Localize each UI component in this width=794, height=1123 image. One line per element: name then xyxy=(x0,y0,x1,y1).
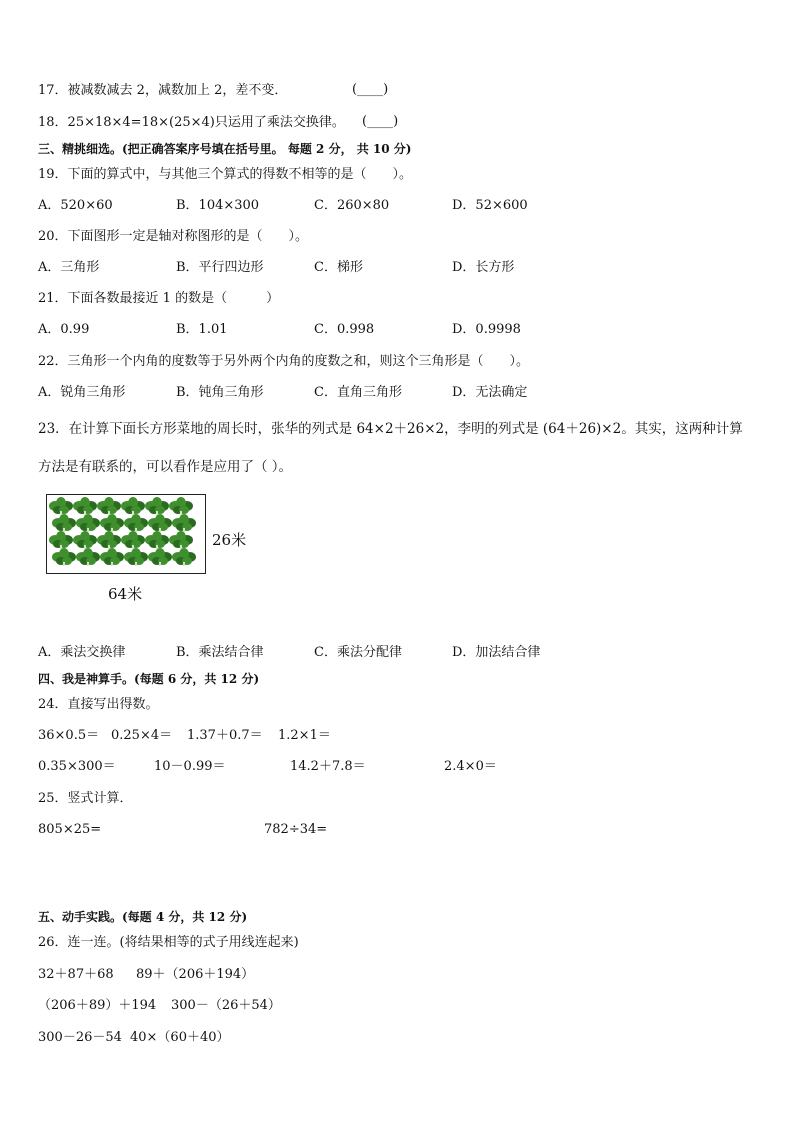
q25-item-1[interactable]: 805×25= xyxy=(38,822,102,837)
q26-left-2[interactable]: （206＋89）＋194 xyxy=(38,998,157,1013)
section-4-heading: 四、我是神算手。(每题 6 分，共 12 分) xyxy=(38,672,260,686)
q22-options xyxy=(38,384,738,402)
section-5-heading: 五、动手实践。(每题 4 分，共 12 分) xyxy=(38,910,248,924)
garden-length-label: 64米 xyxy=(108,585,143,603)
q24-item-4[interactable]: 1.2×1＝ xyxy=(278,728,331,743)
vegetable-plant-icon xyxy=(124,514,148,532)
q26-right-2[interactable]: 300－（26＋54） xyxy=(171,998,281,1013)
q20-text: 20．下面图形一定是轴对称图形的是（ ）。 xyxy=(38,229,309,244)
q26-left-1[interactable]: 32＋87＋68 xyxy=(38,967,114,982)
q18-text: 18．25×18×4=18×(25×4)只运用了乘法交换律。 xyxy=(38,115,345,130)
garden-width-label: 26米 xyxy=(212,531,247,549)
vegetable-plant-icon xyxy=(97,497,121,515)
vegetable-plant-icon xyxy=(148,548,172,566)
vegetable-plant-icon xyxy=(49,497,73,515)
q23-text-line1: 23．在计算下面长方形菜地的周长时，张华的列式是 64×2＋26×2，李明的列式是 (64＋26)×2。其实，这两种计算 xyxy=(38,421,743,437)
q26-right-1[interactable]: 89＋（206＋194） xyxy=(136,967,255,982)
q19-option-a[interactable]: A．520×60 xyxy=(38,198,113,213)
vegetable-plant-icon xyxy=(100,548,124,566)
vegetable-plant-icon xyxy=(76,548,100,566)
section-3-heading: 三、精挑细选。(把正确答案序号填在括号里。 每题 2 分， 共 10 分) xyxy=(38,142,412,156)
q26-row-2 xyxy=(38,997,738,1015)
q24-item-8[interactable]: 2.4×0＝ xyxy=(444,759,497,774)
q21-text: 21．下面各数最接近 1 的数是（ ） xyxy=(38,291,280,306)
q21-option-d[interactable]: D．0.9998 xyxy=(452,322,521,337)
vegetable-plant-icon xyxy=(172,514,196,532)
q24-item-5[interactable]: 0.35×300＝ xyxy=(38,759,116,774)
q19-options xyxy=(38,197,738,215)
vegetable-plant-icon xyxy=(124,548,148,566)
q19-option-b[interactable]: B．104×300 xyxy=(176,198,260,213)
q26-row-1 xyxy=(38,966,738,984)
q21-options xyxy=(38,321,738,339)
vegetable-plant-icon xyxy=(49,531,73,549)
q26-left-3[interactable]: 300－26－54 xyxy=(38,1030,122,1045)
q23-option-a[interactable]: A．乘法交换律 xyxy=(38,645,126,660)
q21-option-a[interactable]: A．0.99 xyxy=(38,322,90,337)
q22-option-b[interactable]: B．钝角三角形 xyxy=(176,385,264,400)
vegetable-plant-icon xyxy=(148,514,172,532)
q24-item-2[interactable]: 0.25×4＝ xyxy=(111,728,173,743)
vegetable-plant-icon xyxy=(145,497,169,515)
q26-text: 26．连一连。(将结果相等的式子用线连起来) xyxy=(38,935,299,950)
vegetable-plant-icon xyxy=(73,531,97,549)
vegetable-plant-icon xyxy=(52,514,76,532)
q20-option-a[interactable]: A．三角形 xyxy=(38,260,100,275)
vegetable-plant-icon xyxy=(97,531,121,549)
vegetable-plant-icon xyxy=(121,497,145,515)
q26-right-3[interactable]: 40×（60＋40） xyxy=(130,1030,230,1045)
q24-item-1[interactable]: 36×0.5＝ xyxy=(38,728,100,743)
vegetable-plant-icon xyxy=(169,531,193,549)
q19-text: 19．下面的算式中，与其他三个算式的得数不相等的是（ ）。 xyxy=(38,167,413,182)
q20-option-b[interactable]: B．平行四边形 xyxy=(176,260,264,275)
q26-row-3 xyxy=(38,1029,738,1047)
vegetable-plant-icon xyxy=(121,531,145,549)
q21-option-b[interactable]: B．1.01 xyxy=(176,322,228,337)
q24-row-1 xyxy=(38,727,738,745)
vegetable-garden-rectangle xyxy=(46,494,206,574)
q19-option-d[interactable]: D．52×600 xyxy=(452,198,528,213)
vegetable-plant-icon xyxy=(100,514,124,532)
q22-option-c[interactable]: C．直角三角形 xyxy=(314,385,402,400)
q20-option-c[interactable]: C．梯形 xyxy=(314,260,363,275)
vegetable-plant-icon xyxy=(73,497,97,515)
q24-row-2 xyxy=(38,758,738,776)
q20-option-d[interactable]: D．长方形 xyxy=(452,260,515,275)
vegetable-plant-icon xyxy=(172,548,196,566)
vegetable-plant-icon xyxy=(145,531,169,549)
q23-options xyxy=(38,644,738,662)
q21-option-c[interactable]: C．0.998 xyxy=(314,322,375,337)
q24-item-6[interactable]: 10－0.99＝ xyxy=(154,759,226,774)
q24-item-7[interactable]: 14.2＋7.8＝ xyxy=(290,759,366,774)
q25-text: 25．竖式计算． xyxy=(38,791,133,806)
q22-text: 22．三角形一个内角的度数等于另外两个内角的度数之和，则这个三角形是（ ）。 xyxy=(38,354,530,369)
vegetable-plants-illustration xyxy=(47,495,205,573)
q25-item-2[interactable]: 782÷34= xyxy=(264,822,328,837)
q22-option-a[interactable]: A．锐角三角形 xyxy=(38,385,126,400)
q17-text: 17．被减数减去 2，减数加上 2，差不变． xyxy=(38,83,288,98)
q18-answer-blank[interactable]: (____) xyxy=(362,114,399,129)
q19-option-c[interactable]: C．260×80 xyxy=(314,198,390,213)
q20-options xyxy=(38,259,738,277)
q23-option-b[interactable]: B．乘法结合律 xyxy=(176,645,264,660)
vegetable-plant-icon xyxy=(169,497,193,515)
q24-text: 24．直接写出得数。 xyxy=(38,697,159,712)
q24-item-3[interactable]: 1.37＋0.7＝ xyxy=(187,728,263,743)
q23-text-line2: 方法是有联系的，可以看作是应用了（ ）。 xyxy=(38,459,293,475)
q23-option-c[interactable]: C．乘法分配律 xyxy=(314,645,402,660)
vegetable-plant-icon xyxy=(52,548,76,566)
q22-option-d[interactable]: D．无法确定 xyxy=(452,385,528,400)
q23-option-d[interactable]: D．加法结合律 xyxy=(452,645,541,660)
vegetable-plant-icon xyxy=(76,514,100,532)
q25-items xyxy=(38,821,738,839)
q17-answer-blank[interactable]: (____) xyxy=(352,82,389,97)
